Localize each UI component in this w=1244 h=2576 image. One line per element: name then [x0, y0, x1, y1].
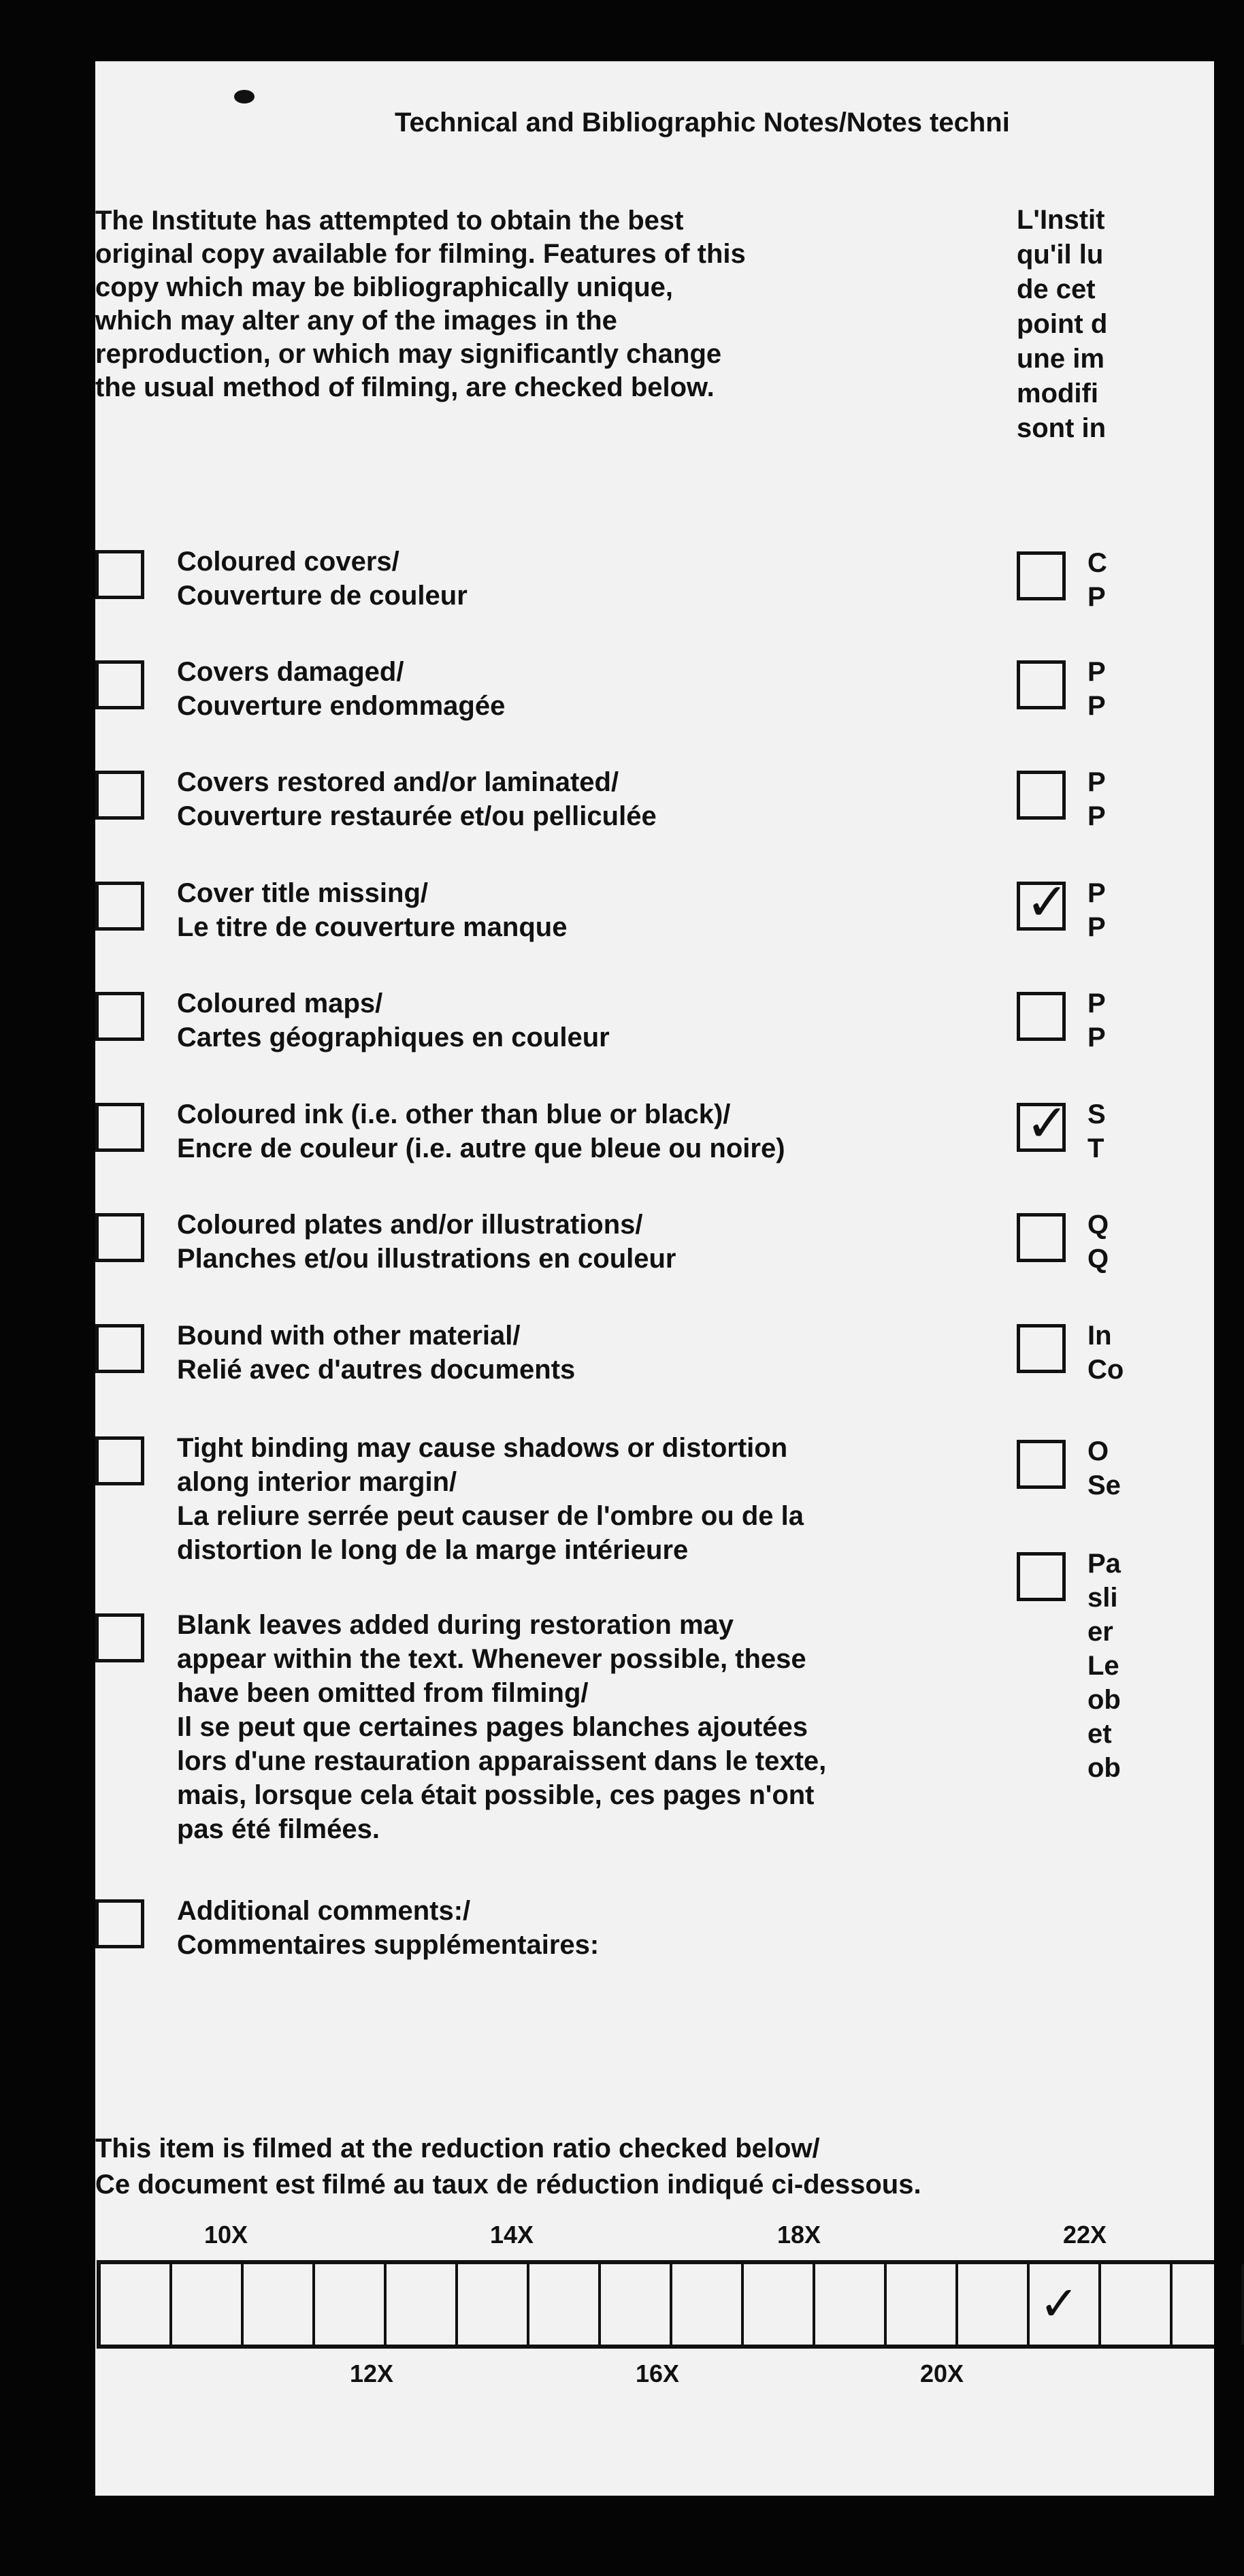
checkbox[interactable]: [95, 660, 144, 709]
checklist-item-line: Cartes géographiques en couleur: [177, 1023, 610, 1052]
checkbox[interactable]: [1017, 1552, 1066, 1601]
checklist-item-label: [177, 1208, 676, 1276]
ratio-cell[interactable]: [1173, 2264, 1244, 2345]
checklist-item-line: Couverture restaurée et/ou pelliculée: [177, 801, 657, 831]
checkbox[interactable]: [95, 1613, 144, 1662]
intro-paragraph-english: [95, 204, 912, 404]
checklist-item-line: P: [1087, 691, 1106, 721]
checkmark-icon: ✓: [1026, 873, 1069, 931]
checklist-item-label: [1087, 876, 1119, 944]
checklist-item-line: Tight binding may cause shadows or distortion: [177, 1433, 788, 1463]
checkbox[interactable]: [95, 1436, 144, 1485]
ratio-cell[interactable]: [315, 2264, 387, 2345]
checklist-item-line: ob: [1087, 1753, 1121, 1783]
checkbox[interactable]: [1017, 992, 1066, 1041]
checklist-item-line: Co: [1087, 1355, 1124, 1385]
scale-label-top: 18X: [777, 2221, 821, 2249]
ratio-cell[interactable]: [887, 2264, 958, 2345]
checklist-item-line: have been omitted from filming/: [177, 1678, 589, 1708]
intro-line: the usual method of filming, are checked below.: [95, 372, 715, 402]
checklist-item-line: Coloured covers/: [177, 547, 399, 577]
checklist-item-line: Additional comments:/: [177, 1896, 471, 1926]
ratio-cell[interactable]: [601, 2264, 672, 2345]
checkbox[interactable]: [1017, 873, 1069, 931]
checklist-item-label: [177, 986, 610, 1054]
checklist-item-line: C: [1087, 548, 1107, 578]
checklist-item-line: S: [1087, 1099, 1106, 1129]
checklist-item-label: [1087, 1097, 1119, 1165]
checklist-item-label: [177, 765, 657, 833]
checklist-item-line: P: [1087, 657, 1106, 687]
checkbox[interactable]: [95, 1324, 144, 1373]
checkmark-icon: ✓: [1039, 2277, 1079, 2330]
checkbox[interactable]: [1017, 660, 1066, 709]
checklist-item-line: Covers damaged/: [177, 657, 404, 687]
ratio-cell[interactable]: [672, 2264, 744, 2345]
checklist-item-line: P: [1087, 1023, 1106, 1052]
checklist-item-line: In: [1087, 1321, 1112, 1351]
intro-line: copy which may be bibliographically unique,: [95, 272, 674, 302]
checkbox[interactable]: [95, 771, 144, 820]
checklist-item-line: Coloured ink (i.e. other than blue or black)/: [177, 1099, 731, 1129]
reduction-ratio-note: [95, 2131, 921, 2203]
checklist-item-label: [1087, 986, 1119, 1054]
checkbox[interactable]: [95, 1213, 144, 1262]
checkbox[interactable]: [95, 1899, 144, 1948]
intro-line: sont in: [1017, 413, 1107, 443]
checklist-item-label: [177, 1431, 804, 1567]
ratio-line: This item is filmed at the reduction ratio checked below/: [95, 2134, 820, 2163]
checklist-item-line: Coloured plates and/or illustrations/: [177, 1210, 643, 1240]
intro-line: The Institute has attempted to obtain the best: [95, 206, 684, 236]
ratio-cell[interactable]: [1101, 2264, 1173, 2345]
checklist-item-label: [177, 1319, 575, 1387]
intro-line: de cet: [1017, 274, 1096, 304]
checklist-item-line: P: [1087, 767, 1106, 797]
checklist-item-line: Bound with other material/: [177, 1321, 521, 1351]
checklist-item-line: Il se peut que certaines pages blanches ajoutées: [177, 1712, 808, 1742]
checklist-item-label: [1087, 765, 1119, 833]
checkbox[interactable]: [95, 550, 144, 599]
checklist-item-line: Le: [1087, 1651, 1119, 1681]
checklist-item-label: [1087, 546, 1119, 614]
ratio-cell[interactable]: [387, 2264, 458, 2345]
checklist-item-line: distortion le long de la marge intérieure: [177, 1535, 689, 1565]
ratio-cell[interactable]: [815, 2264, 887, 2345]
checklist-item-line: appear within the text. Whenever possible, these: [177, 1644, 806, 1674]
checklist-item-label: [1087, 1434, 1119, 1502]
ratio-cell[interactable]: [744, 2264, 815, 2345]
checkbox[interactable]: [1017, 1324, 1066, 1373]
ratio-cell[interactable]: [958, 2264, 1030, 2345]
checklist-item-label: [1087, 1208, 1119, 1276]
ratio-cell[interactable]: [172, 2264, 244, 2345]
checklist-item-line: Cover title missing/: [177, 878, 428, 908]
ratio-line: Ce document est filmé au taux de réduction indiqué ci-dessous.: [95, 2170, 921, 2200]
intro-line: original copy available for filming. Features of this: [95, 239, 746, 269]
checkbox[interactable]: [95, 992, 144, 1041]
checklist-item-line: lors d'une restauration apparaissent dans le texte,: [177, 1746, 827, 1776]
punch-mark: [234, 90, 255, 103]
checklist-item-line: P: [1087, 878, 1106, 908]
checklist-item-line: P: [1087, 988, 1106, 1018]
checkbox[interactable]: [95, 1103, 144, 1152]
checklist-item-label: [177, 545, 468, 613]
checklist-item-line: ob: [1087, 1685, 1121, 1715]
checkbox[interactable]: [95, 882, 144, 931]
checklist-item-line: La reliure serrée peut causer de l'ombre ou de la: [177, 1501, 804, 1531]
intro-line: reproduction, or which may significantly change: [95, 339, 722, 369]
intro-paragraph-french: [1017, 203, 1119, 446]
checkbox[interactable]: [1017, 1440, 1066, 1489]
ratio-cell[interactable]: [101, 2264, 172, 2345]
checklist-item-line: P: [1087, 582, 1106, 612]
reduction-ratio-grid: [97, 2260, 1214, 2349]
page-title: Technical and Bibliographic Notes/Notes techni: [395, 108, 1010, 138]
checklist-item-label: [177, 1608, 826, 1846]
checkbox[interactable]: [1017, 551, 1066, 600]
checkmark-icon: ✓: [1026, 1095, 1069, 1153]
scale-label-top: 14X: [490, 2221, 534, 2249]
intro-line: modifi: [1017, 379, 1098, 408]
checklist-item-line: Blank leaves added during restoration may: [177, 1610, 734, 1640]
checklist-item-line: et: [1087, 1719, 1112, 1749]
checklist-item-line: T: [1087, 1133, 1104, 1163]
checkbox[interactable]: [1017, 771, 1066, 820]
checklist-item-line: Commentaires supplémentaires:: [177, 1930, 600, 1960]
intro-line: point d: [1017, 309, 1108, 339]
ratio-cell[interactable]: [529, 2264, 601, 2345]
checklist-item-label: [177, 1894, 599, 1962]
checklist-item-line: P: [1087, 801, 1106, 831]
checklist-item-line: Pa: [1087, 1549, 1121, 1579]
checkbox[interactable]: [1017, 1095, 1069, 1153]
checklist-item-label: [177, 1097, 785, 1165]
ratio-cell[interactable]: [458, 2264, 529, 2345]
checklist-item-line: Covers restored and/or laminated/: [177, 767, 619, 797]
intro-line: une im: [1017, 344, 1104, 374]
checklist-item-line: P: [1087, 912, 1106, 942]
scale-label-top: 10X: [204, 2221, 248, 2249]
scale-label-bottom: 12X: [350, 2360, 394, 2387]
checklist-item-line: Couverture endommagée: [177, 691, 506, 721]
intro-line: L'Instit: [1017, 205, 1105, 235]
checklist-item-line: Q: [1087, 1244, 1109, 1274]
checklist-item-line: Se: [1087, 1470, 1121, 1500]
checklist-item-label: [177, 655, 505, 723]
checklist-item-line: Q: [1087, 1210, 1109, 1240]
checklist-item-line: sli: [1087, 1583, 1118, 1613]
scale-label-bottom: 16X: [636, 2360, 680, 2387]
scale-label-top: 22X: [1063, 2221, 1107, 2249]
scale-label-bottom: 20X: [920, 2360, 964, 2387]
ratio-cell[interactable]: [244, 2264, 315, 2345]
checklist-item-label: [1087, 1547, 1119, 1785]
checklist-item-line: Relié avec d'autres documents: [177, 1355, 576, 1385]
intro-line: qu'il lu: [1017, 240, 1104, 270]
checklist-item-line: along interior margin/: [177, 1467, 457, 1497]
checklist-item-line: Encre de couleur (i.e. autre que bleue ou noire): [177, 1133, 785, 1163]
checklist-item-label: [1087, 1319, 1124, 1387]
checklist-item-line: Couverture de couleur: [177, 581, 468, 611]
checkbox[interactable]: [1017, 1213, 1066, 1262]
checklist-item-line: Le titre de couverture manque: [177, 912, 568, 942]
checklist-item-line: pas été filmées.: [177, 1814, 380, 1844]
checklist-item-line: O: [1087, 1436, 1109, 1466]
checklist-item-line: Planches et/ou illustrations en couleur: [177, 1244, 676, 1274]
ratio-cell[interactable]: [1030, 2264, 1101, 2345]
checklist-item-label: [177, 876, 567, 944]
checklist-item-line: mais, lorsque cela était possible, ces pages n'ont: [177, 1780, 815, 1810]
checklist-item-label: [1087, 655, 1119, 723]
intro-line: which may alter any of the images in the: [95, 306, 617, 336]
checklist-item-line: Coloured maps/: [177, 988, 383, 1018]
checklist-item-line: er: [1087, 1617, 1113, 1647]
